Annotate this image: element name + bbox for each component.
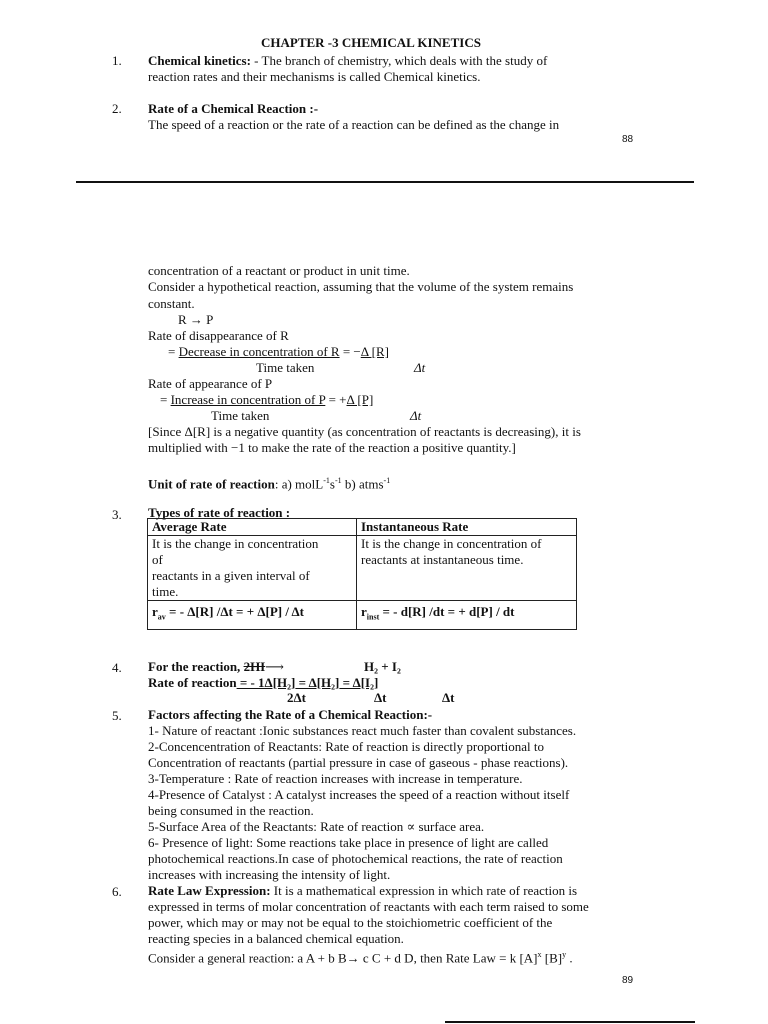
sup: -1: [323, 476, 330, 485]
item6-line1: [148, 883, 577, 899]
rate-eq1: = - 1Δ[H₂]: [236, 675, 296, 690]
item5-line: 3-Temperature : Rate of reaction increases with increase in temperature.: [148, 771, 523, 786]
rate-eq3: = Δ[I₂]: [339, 675, 379, 690]
appearance-denominator: Time taken: [211, 408, 270, 423]
since-note-line: multiplied with −1 to make the rate of the reaction a positive quantity.]: [148, 440, 516, 455]
r-symbol: r: [152, 604, 158, 619]
item6-line: expressed in terms of molar concentration of reactants with each term raised to some: [148, 899, 589, 914]
table-header: Average Rate: [148, 519, 357, 536]
table-cell-average: [148, 536, 357, 601]
sup: y: [562, 950, 567, 959]
reactant: 2HI: [243, 659, 266, 674]
item5-line: photochemical reactions.In case of photochemical reactions, the rate of reaction: [148, 851, 563, 866]
sub: av: [157, 612, 166, 622]
table-cell-average-formula: [148, 601, 357, 630]
item5-line: 6- Presence of light: Some reactions take place in presence of light are called: [148, 835, 549, 850]
general-text: Consider a general reaction: a A + b B→ c C + d D, then Rate Law = k [A]: [148, 950, 538, 966]
item4-products: H₂ + I₂: [364, 659, 401, 674]
table-cell-instantaneous: [357, 536, 577, 601]
table-row: [148, 536, 577, 601]
table-header-row: [148, 519, 577, 536]
disappearance-numerator: Decrease in concentration of R: [178, 344, 340, 359]
item4-den3: Δt: [442, 690, 455, 705]
item2-heading: Rate of a Chemical Reaction :-: [148, 101, 319, 116]
item5-line: Concentration of reactants (partial pressure in case of gaseous - phase reactions).: [148, 755, 569, 770]
r-symbol: r: [361, 604, 367, 619]
reaction-equation: R → P: [178, 312, 214, 327]
appearance-numerator: Increase in concentration of P: [170, 392, 326, 407]
page-divider: [76, 181, 694, 183]
item5-line: increases with increasing the intensity of light.: [148, 867, 391, 882]
unit-of-rate: [148, 473, 390, 492]
eq-prefix: =: [168, 344, 179, 359]
item1-line2: reaction rates and their mechanisms is called Chemical kinetics.: [148, 69, 481, 84]
sup: -1: [334, 476, 342, 485]
item4-rate-line: [148, 675, 378, 691]
cell-line: It is the change in concentration: [152, 536, 319, 551]
item1-line1: [148, 53, 547, 69]
item1-heading: Chemical kinetics:: [148, 53, 251, 68]
item6-general-reaction: [148, 947, 573, 966]
appearance-delta: Δ [P]: [346, 392, 374, 407]
general-mid: [B]: [541, 950, 563, 966]
item6-line: reacting species in a balanced chemical equation.: [148, 931, 404, 946]
intro-line: concentration of a reactant or product in unit time.: [148, 263, 410, 278]
arrow-icon: ⟶: [265, 659, 284, 674]
item5-heading: Factors affecting the Rate of a Chemical Reaction:-: [148, 707, 433, 722]
appearance-dt: Δt: [410, 408, 422, 423]
table-header: Instantaneous Rate: [357, 519, 577, 536]
unit-a: : a) molL: [274, 476, 324, 492]
item4-reaction: [148, 659, 284, 675]
page-number: 89: [622, 975, 634, 986]
item2-line1: The speed of a reaction or the rate of a reaction can be defined as the change in: [148, 117, 560, 132]
disappearance-denominator: Time taken: [256, 360, 315, 375]
sup: x: [537, 950, 542, 959]
rate-types-table: [147, 518, 577, 630]
rate-eq2: = Δ[H₂]: [295, 675, 340, 690]
disappearance-label: Rate of disappearance of R: [148, 328, 289, 343]
sub: inst: [366, 612, 380, 622]
item6-line: power, which may or may not be equal to the stoichiometric coefficient of the: [148, 915, 553, 930]
table-cell-instantaneous-formula: [357, 601, 577, 630]
item5-line: 4-Presence of Catalyst : A catalyst increases the speed of a reaction without itself: [148, 787, 570, 802]
page-divider: [445, 1021, 695, 1023]
item3-heading: Types of rate of reaction :: [148, 505, 291, 520]
item-number: 3.: [112, 507, 122, 522]
cell-line: of: [152, 552, 163, 567]
item-number: 4.: [112, 660, 122, 675]
item-number: 5.: [112, 708, 122, 723]
item6-text: It is a mathematical expression in which rate of reaction is: [270, 883, 578, 898]
item6-heading: Rate Law Expression:: [148, 883, 271, 898]
formula: = - d[R] /dt = + d[P] / dt: [379, 604, 515, 619]
table-row: [148, 601, 577, 630]
intro-line: constant.: [148, 296, 195, 311]
intro-line: Consider a hypothetical reaction, assuming that the volume of the system remains: [148, 279, 574, 294]
cell-line: time.: [152, 584, 179, 599]
appearance-equation: [160, 392, 373, 408]
general-end: .: [566, 950, 573, 966]
item5-line: 1- Nature of reactant :Ionic substances react much faster than covalent substances.: [148, 723, 577, 738]
rate-label: Rate of reaction: [148, 675, 237, 690]
disappearance-delta: Δ [R]: [360, 344, 389, 359]
item-number: 1.: [112, 53, 122, 68]
item5-line: 2-Concencentration of Reactants: Rate of reaction is directly proportional to: [148, 739, 545, 754]
item5-line: being consumed in the reaction.: [148, 803, 314, 818]
unit-b: b) atms: [341, 476, 384, 492]
cell-line: reactants in a given interval of: [152, 568, 310, 583]
cell-line: It is the change in concentration of: [361, 536, 542, 551]
disappearance-dt: Δt: [414, 360, 426, 375]
formula: = - Δ[R] /Δt = + Δ[P] / Δt: [165, 604, 304, 619]
item5-line: 5-Surface Area of the Reactants: Rate of reaction ∝ surface area.: [148, 819, 485, 834]
cell-line: reactants at instantaneous time.: [361, 552, 524, 567]
item-number: 6.: [112, 884, 122, 899]
for-reaction: For the reaction,: [148, 659, 244, 674]
page-number: 88: [622, 134, 634, 145]
item4-den2: Δt: [374, 690, 387, 705]
sup: -1: [383, 476, 391, 485]
eq-mid: = −: [339, 344, 361, 359]
since-note-line: [Since Δ[R] is a negative quantity (as concentration of reactants is decreasing), it is: [148, 424, 581, 439]
unit-s: s: [329, 476, 335, 492]
chapter-title: CHAPTER -3 CHEMICAL KINETICS: [261, 35, 481, 50]
item4-den1: 2Δt: [287, 690, 306, 705]
eq-prefix: =: [160, 392, 171, 407]
eq-mid: = +: [325, 392, 347, 407]
unit-label: Unit of rate of reaction: [148, 476, 275, 492]
item-number: 2.: [112, 101, 122, 116]
disappearance-equation: [168, 344, 389, 360]
appearance-label: Rate of appearance of P: [148, 376, 273, 391]
item1-text: - The branch of chemistry, which deals with the study of: [250, 53, 548, 68]
